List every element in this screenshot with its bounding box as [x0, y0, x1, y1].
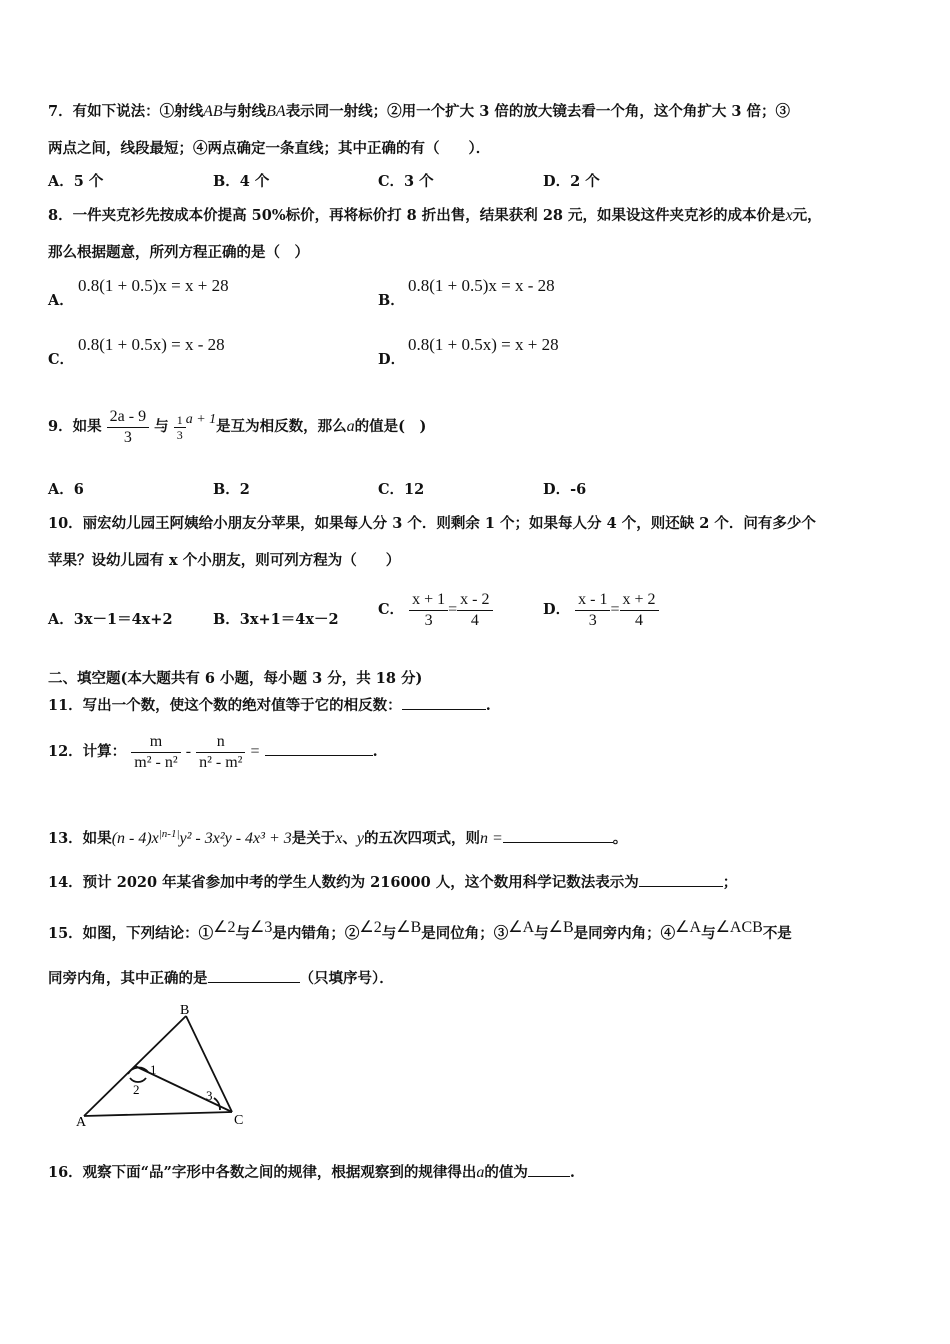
label-a: A: [76, 1115, 87, 1130]
q14-line: 14．预计 2020 年某省参加中考的学生人数约为 216000 人，这个数用科学记数法表示为 ；: [48, 874, 738, 891]
q8-line1: 8．一件夹克衫先按成本价提高 50%标价，再将标价打 8 折出售，结果获利 28 元，如果设这件夹克衫的成本价是x元，: [48, 207, 822, 224]
q9-option-d: D．-6: [543, 481, 587, 498]
label-c: C: [234, 1113, 244, 1128]
q10-option-d: D． $\frac{x - 1}{3}$ = $\frac{x + 2}{4}$: [543, 588, 659, 632]
q9-frac2: $\frac{1}{3}$: [174, 413, 186, 442]
q8-line2: 那么根据题意，所列方程正确的是（ ）: [48, 244, 309, 261]
side-ac: [84, 1112, 232, 1116]
q9-option-b: B．2: [213, 481, 250, 498]
q8-eq-c: 0.8(1 + 0.5x) = x - 28: [78, 335, 225, 354]
q8-label-b: B．: [378, 292, 405, 309]
q12-answer-blank[interactable]: [265, 741, 373, 756]
q15-line1: 15．如图，下列结论：①∠2与∠3是内错角；②∠2与∠B是同位角；③∠A与∠B是同旁内角；④∠A与∠ACB不是: [48, 919, 792, 942]
q9-option-c: C．12: [378, 481, 425, 498]
q8-label-d: D．: [378, 351, 406, 368]
q7-line2: 两点之间，线段最短；④两点确定一条直线；其中正确的有（ ）．: [48, 140, 491, 157]
label-b: B: [180, 1003, 190, 1018]
q9-option-a: A．6: [48, 481, 84, 498]
q16-answer-blank[interactable]: [528, 1162, 570, 1177]
q11-answer-blank[interactable]: [402, 695, 486, 710]
q11-line: 11．写出一个数，使这个数的绝对值等于它的相反数： .: [48, 697, 491, 714]
q8-label-a: A．: [48, 292, 74, 309]
q9-frac1: $\frac{2a - 9}{3}$: [107, 407, 149, 448]
q7-option-b: B．4 个: [213, 173, 270, 190]
q15-line2: 同旁内角，其中正确的是 （只填序号）．: [48, 970, 394, 987]
section2-title: 二、填空题(本大题共有 6 小题，每小题 3 分，共 18 分): [48, 670, 423, 687]
q10-line2: 苹果？设幼儿园有 x 个小朋友，则可列方程为（ ）: [48, 552, 401, 569]
q15-answer-blank[interactable]: [208, 968, 300, 983]
q10-option-a: A．3x－1＝4x+2: [48, 611, 173, 628]
label-angle-2: 2: [133, 1082, 140, 1097]
q7-line1: 7．有如下说法：①射线AB与射线BA表示同一射线；②用一个扩大 3 倍的放大镜去看一个角，这个角扩大 3 倍；③: [48, 103, 791, 120]
q8-label-c: C．: [48, 351, 75, 368]
q7-option-c: C．3 个: [378, 173, 434, 190]
q7-option-a: A．5 个: [48, 173, 104, 190]
q12-line: 12．计算： $\frac{m}{\text{m² - n²}}$ - $\frac{n}{\text{n² - m²}}$ = .: [48, 732, 378, 771]
q8-eq-a: 0.8(1 + 0.5)x = x + 28: [78, 276, 229, 295]
q16-line: 16．观察下面“品”字形中各数之间的规律，根据观察到的规律得出a的值为 .: [48, 1164, 575, 1181]
q9-line: 9．如果 $\frac{2a - 9}{3}$ 与 $\frac{1}{3}$ a + 1是互为相反数，那么a的值是( ): [48, 407, 427, 446]
q10-line1: 10．丽宏幼儿园王阿姨给小朋友分苹果，如果每人分 3 个．则剩余 1 个；如果每人分 4 个，则还缺 2 个．问有多少个: [48, 515, 816, 532]
q8-eq-d: 0.8(1 + 0.5x) = x + 28: [408, 335, 559, 354]
label-angle-3: 3: [206, 1088, 213, 1103]
q10-option-b: B．3x+1＝4x－2: [213, 611, 339, 628]
q8-eq-b: 0.8(1 + 0.5)x = x - 28: [408, 276, 555, 295]
label-angle-1: 1: [150, 1062, 157, 1077]
q13-answer-blank[interactable]: [503, 828, 613, 843]
q14-answer-blank[interactable]: [639, 872, 723, 887]
q10-option-c: C． $\frac{x + 1}{3}$ = $\frac{x - 2}{4}$: [378, 588, 493, 632]
q7-ba: BA: [266, 103, 286, 120]
q7-option-d: D．2 个: [543, 173, 600, 190]
q13-line: 13．如果$(n - 4)x^{|n-1|}y^2 - 3x^2y - 4x^3 + 3$是关于x、y的五次四项式，则n = 。: [48, 828, 628, 847]
triangle-figure: [70, 1002, 260, 1130]
q7-ab: AB: [203, 103, 223, 120]
